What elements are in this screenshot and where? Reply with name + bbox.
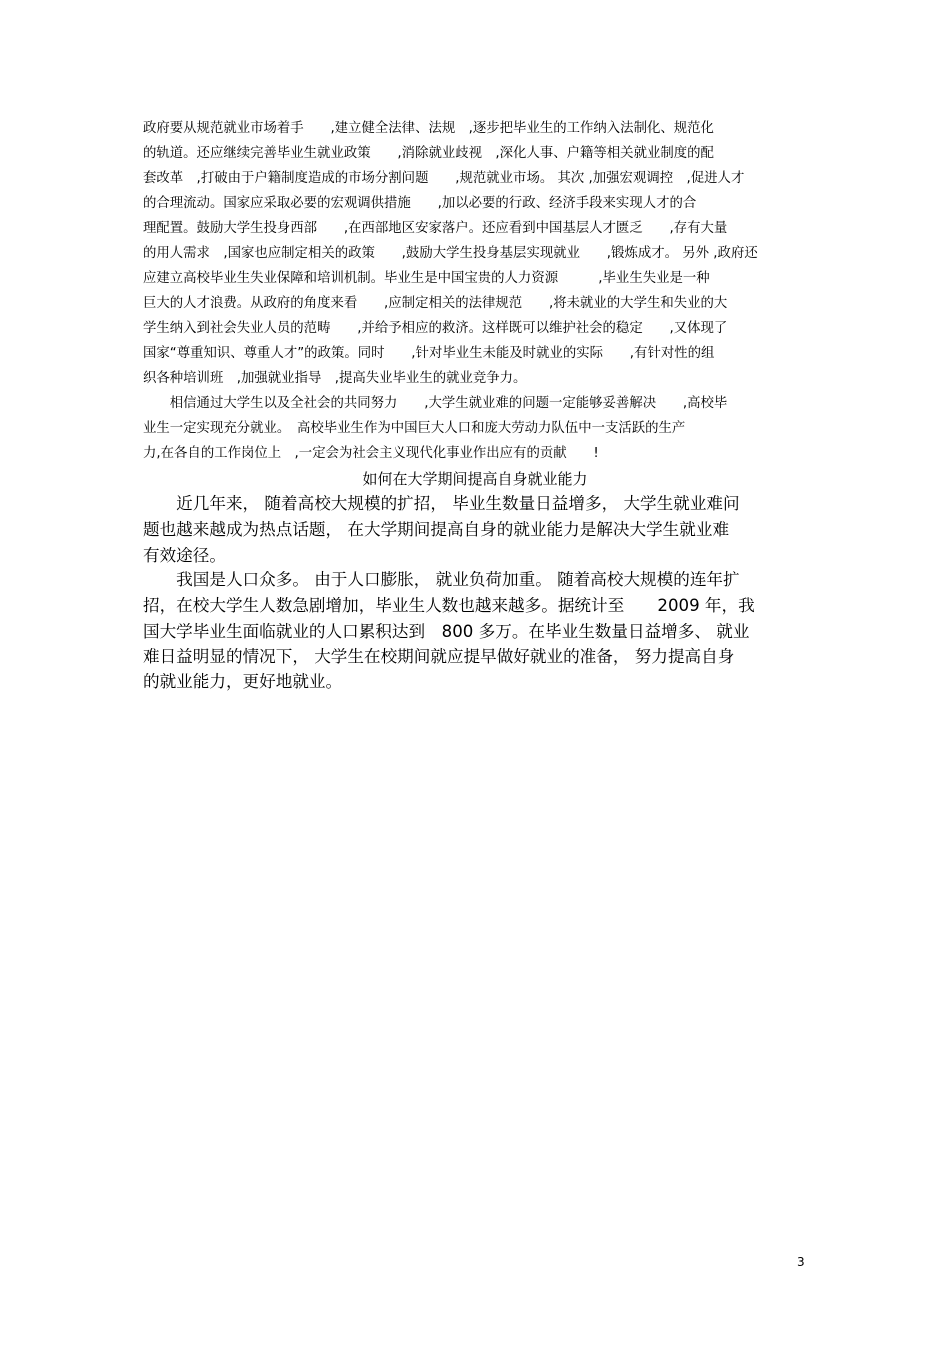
text-line: 的轨道。还应继续完善毕业生就业政策 ,消除就业歧视 ,深化人事、户籍等相关就业制度的配 (143, 146, 714, 161)
text-line: 政府要从规范就业市场着手 ,建立健全法律、法规 ,逐步把毕业生的工作纳入法制化、规范化 (143, 121, 714, 136)
text-line: 近几年来， 随着高校大规模的扩招， 毕业生数量日益增多， 大学生就业难问 (143, 494, 740, 513)
text-line: 理配置。鼓励大学生投身西部 ,在西部地区安家落户。还应看到中国基层人才匮乏 ,存有大量 (143, 221, 728, 236)
text-line: 招，在校大学生人数急剧增加，毕业生人数也越来越多。据统计至 2009 年，我 (143, 596, 755, 615)
text-line: 的就业能力，更好地就业。 (143, 672, 343, 691)
section-title: 如何在大学期间提高自身就业能力 (362, 470, 588, 488)
text-line: 学生纳入到社会失业人员的范畴 ,并给予相应的救济。这样既可以维护社会的稳定 ,又体现了 (143, 321, 728, 336)
text-line: 巨大的人才浪费。从政府的角度来看 ,应制定相关的法律规范 ,将未就业的大学生和失业的大 (143, 296, 728, 311)
text-line: 我国是人口众多。 由于人口膨胀， 就业负荷加重。 随着高校大规模的连年扩 (143, 570, 740, 589)
text-line: 织各种培训班 ,加强就业指导 ,提高失业毕业生的就业竞争力。 (143, 371, 527, 386)
text-line: 相信通过大学生以及全社会的共同努力 ,大学生就业难的问题一定能够妥善解决 ,高校毕 (143, 396, 728, 411)
text-line: 业生一定实现充分就业。 高校毕业生作为中国巨大人口和庞大劳动力队伍中一支活跃的生产 (143, 421, 686, 436)
text-line: 应建立高校毕业生失业保障和培训机制。毕业生是中国宝贵的人力资源 ,毕业生失业是一种 (143, 271, 710, 286)
text-line: 套改革 ,打破由于户籍制度造成的市场分割问题 ,规范就业市场。 其次 ,加强宏观调控 ,促进人才 (143, 171, 745, 186)
text-line: 国家“尊重知识、尊重人才”的政策。同时 ,针对毕业生未能及时就业的实际 ,有针对性的组 (143, 346, 715, 361)
text-line: 难日益明显的情况下， 大学生在校期间就应提早做好就业的准备， 努力提高自身 (143, 647, 735, 666)
text-line: 有效途径。 (143, 546, 226, 565)
text-line: 的合理流动。国家应采取必要的宏观调供措施 ,加以必要的行政、经济手段来实现人才的合 (143, 196, 697, 211)
text-line: 题也越来越成为热点话题， 在大学期间提高自身的就业能力是解决大学生就业难 (143, 520, 730, 539)
text-line: 国大学毕业生面临就业的人口累积达到 800 多万。在毕业生数量日益增多、 就业 (143, 622, 750, 641)
page-number: 3 (797, 1255, 805, 1269)
text-line: 力,在各自的工作岗位上 ,一定会为社会主义现代化事业作出应有的贡献 ! (143, 446, 599, 461)
text-line: 的用人需求 ,国家也应制定相关的政策 ,鼓励大学生投身基层实现就业 ,锻炼成才。 另外 ,政府还 (143, 246, 758, 261)
